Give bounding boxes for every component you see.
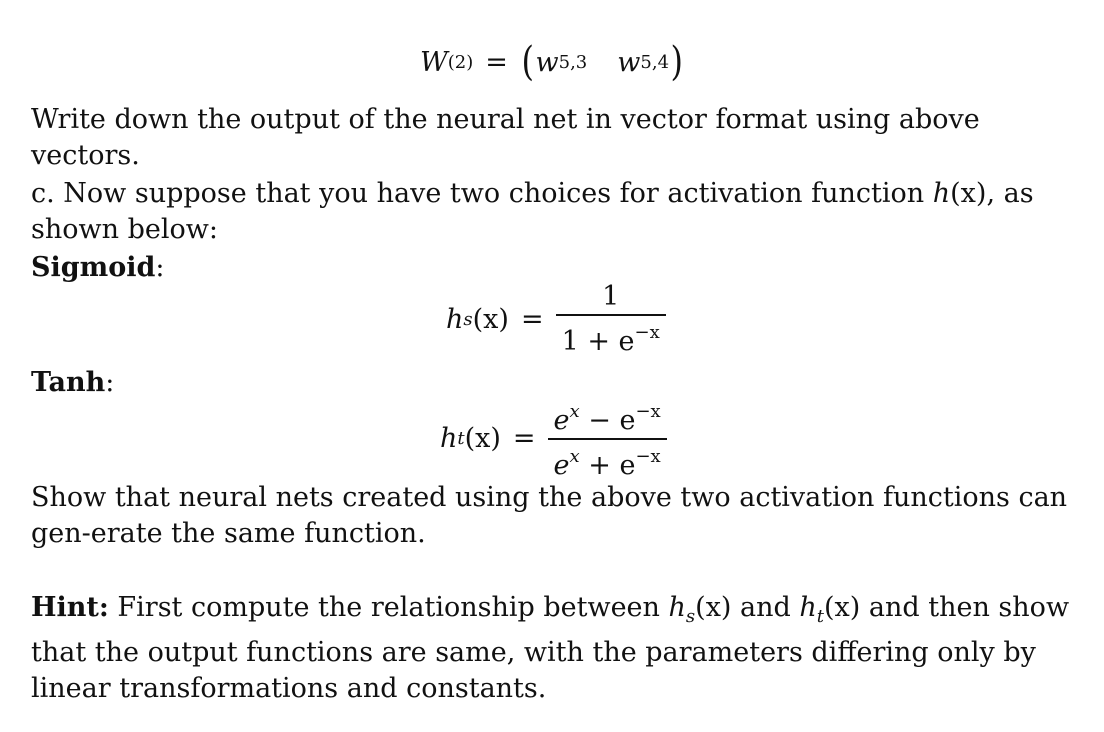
sigmoid-equation bbox=[446, 280, 666, 359]
hint-ht: h bbox=[799, 592, 817, 623]
tanh-label: Tanh bbox=[31, 367, 106, 398]
sigmoid-heading bbox=[31, 250, 164, 286]
hint-ht-sub: t bbox=[816, 606, 825, 627]
hint-text-1: First compute the relationship between bbox=[108, 592, 669, 623]
sigmoid-lhs-sub: s bbox=[463, 308, 473, 330]
tanh-lhs-h: h bbox=[440, 423, 458, 455]
tanh-lhs-sub: t bbox=[457, 428, 465, 450]
part-c-text-after: , as shown below: bbox=[31, 178, 1034, 245]
sigmoid-den-exp: −x bbox=[634, 321, 660, 343]
sigmoid-denominator bbox=[556, 316, 666, 359]
w2-superscript: (2) bbox=[447, 51, 474, 73]
sigmoid-den-main: 1 + e bbox=[561, 325, 635, 357]
tanh-num-a: e bbox=[553, 405, 570, 436]
tanh-equals: = bbox=[512, 423, 536, 455]
sigmoid-lhs-h: h bbox=[446, 303, 464, 335]
right-paren: ) bbox=[670, 39, 684, 85]
w2-equals: = bbox=[485, 46, 508, 78]
hint-ht-arg: (x) bbox=[824, 592, 861, 623]
tanh-num-b-exp: −x bbox=[635, 401, 661, 422]
activation-h: h bbox=[932, 178, 951, 209]
tanh-num-op: − e bbox=[579, 405, 636, 436]
tanh-lhs-arg: (x) bbox=[464, 423, 501, 455]
hint-hs-arg: (x) bbox=[695, 592, 732, 623]
tanh-den-a-exp: x bbox=[569, 445, 580, 467]
w54-base: w bbox=[617, 46, 641, 78]
sigmoid-numerator: 1 bbox=[602, 281, 620, 312]
tanh-heading bbox=[31, 365, 114, 401]
tanh-colon: : bbox=[105, 367, 115, 398]
part-c-paragraph bbox=[31, 176, 1086, 248]
w53-base: w bbox=[535, 46, 559, 78]
sigmoid-equals: = bbox=[520, 303, 544, 335]
hint-hs: h bbox=[668, 592, 686, 623]
tanh-denominator bbox=[548, 440, 667, 483]
tanh-equation bbox=[440, 395, 667, 483]
w53-subscript: 5,3 bbox=[558, 51, 588, 73]
hint-paragraph bbox=[31, 590, 1086, 707]
w2-lhs: W bbox=[420, 46, 448, 78]
tanh-num-a-exp: x bbox=[569, 401, 580, 422]
equation-w2 bbox=[420, 39, 685, 85]
tanh-den-b-exp: −x bbox=[635, 445, 661, 467]
w54-subscript: 5,4 bbox=[640, 51, 670, 73]
tanh-den-a: e bbox=[553, 449, 570, 481]
output-paragraph: Write down the output of the neural net in vector format using above vectors. bbox=[31, 104, 980, 171]
left-paren: ( bbox=[521, 39, 534, 85]
sigmoid-lhs-arg: (x) bbox=[472, 303, 509, 335]
sigmoid-fraction bbox=[556, 280, 666, 359]
sigmoid-label: Sigmoid bbox=[31, 252, 156, 283]
sigmoid-colon: : bbox=[155, 252, 165, 283]
part-c-text-before: c. Now suppose that you have two choices for activation function bbox=[31, 178, 933, 209]
hint-text-3: and then show that the output functions are same, with the parameters differing only by linear transformations and constants. bbox=[31, 592, 1070, 704]
show-paragraph: Show that neural nets created using the above two activation functions can gen-erate the same function. bbox=[31, 482, 1068, 549]
activation-h-arg: (x) bbox=[950, 178, 987, 209]
tanh-den-op: + e bbox=[579, 449, 636, 481]
tanh-numerator bbox=[548, 395, 667, 438]
tanh-fraction bbox=[548, 395, 667, 483]
hint-text-2: and bbox=[731, 592, 800, 623]
hint-label: Hint: bbox=[31, 592, 109, 623]
hint-hs-sub: s bbox=[685, 606, 696, 627]
